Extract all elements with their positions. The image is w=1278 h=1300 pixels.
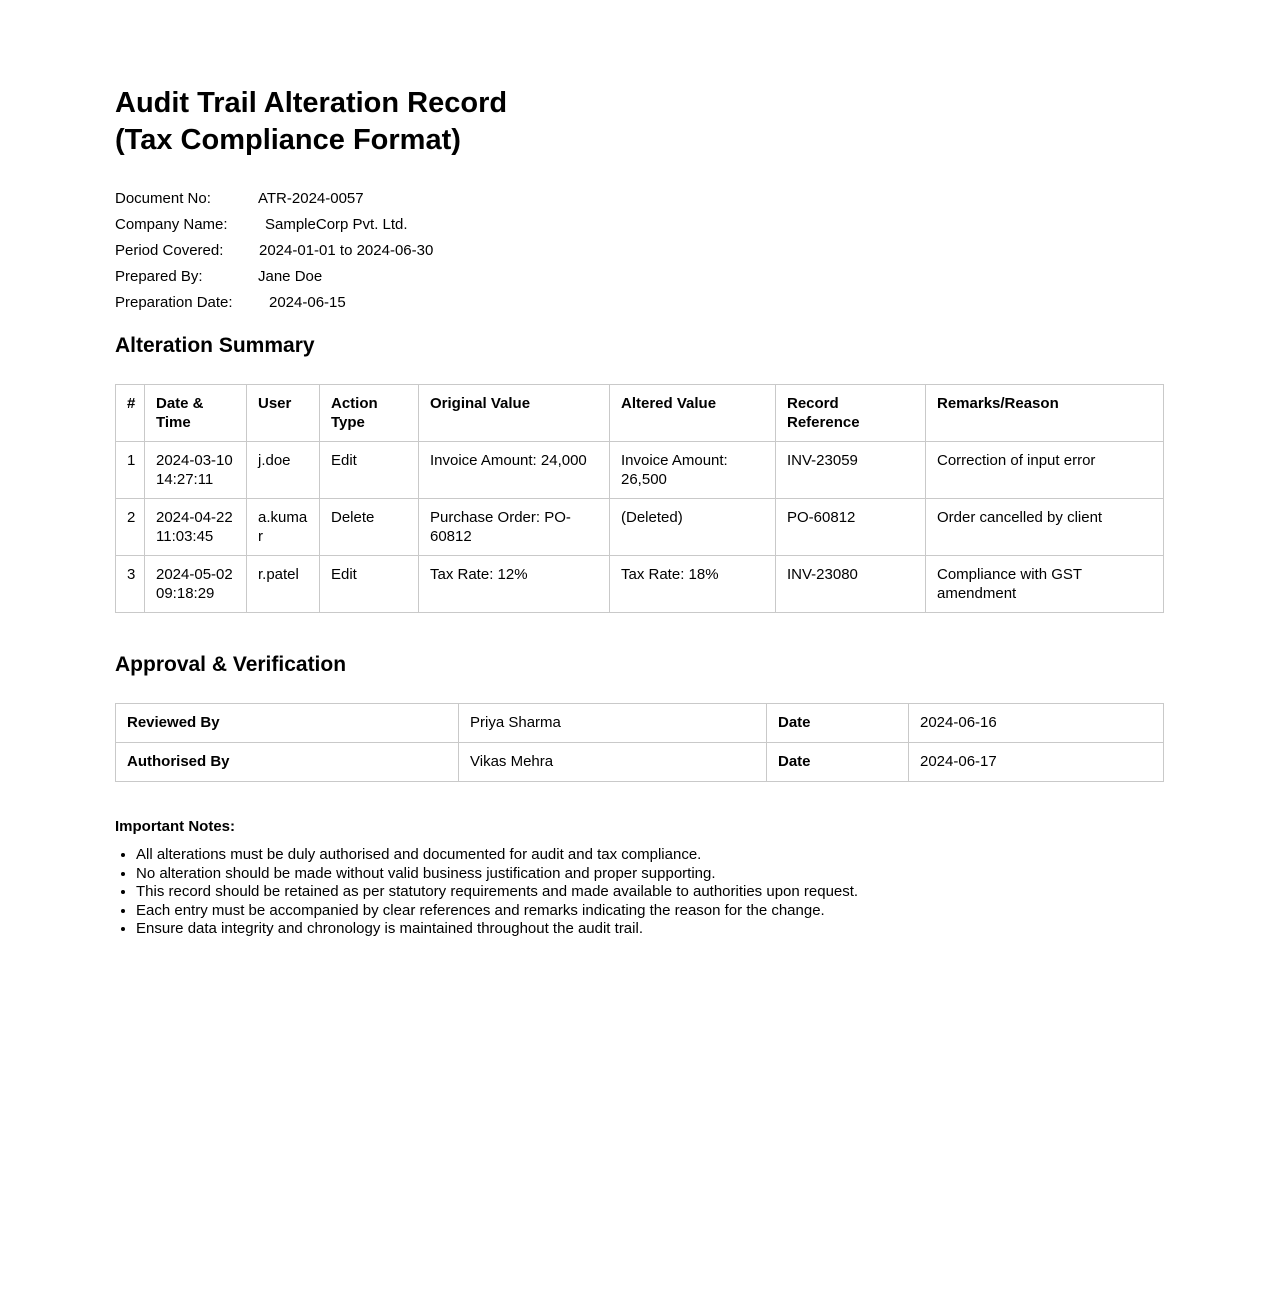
meta-row-prepared-by [115, 264, 1163, 290]
important-notes-section [115, 818, 1163, 939]
cell-date-time: 2024-03-10 14:27:11 [145, 442, 247, 499]
meta-row-preparation-date [115, 290, 1163, 316]
approval-row-reviewed [116, 704, 1164, 743]
approval-date-label: Date [767, 704, 909, 743]
cell-index: 1 [116, 442, 145, 499]
cell-record-reference: INV-23080 [776, 556, 926, 613]
table-row [116, 499, 1164, 556]
page-title [115, 85, 1163, 159]
cell-remarks-reason: Correction of input error [926, 442, 1164, 499]
approval-verification-table [115, 703, 1164, 782]
cell-altered-value: Tax Rate: 18% [610, 556, 776, 613]
cell-user: a.kumar [247, 499, 320, 556]
cell-remarks-reason: Compliance with GST amendment [926, 556, 1164, 613]
page-title-line1: Audit Trail Alteration Record [115, 87, 508, 119]
table-row [116, 442, 1164, 499]
column-header-altered-value: Altered Value [610, 385, 776, 442]
page-title-line2: (Tax Compliance Format) [115, 124, 461, 156]
note-item: • This record should be retained as per statutory requirements and made available to authorities upon request. [136, 883, 1163, 902]
cell-user: r.patel [247, 556, 320, 613]
approval-name: Priya Sharma [459, 704, 767, 743]
meta-value: ATR-2024-0057 [258, 190, 364, 207]
cell-date-time: 2024-05-02 09:18:29 [145, 556, 247, 613]
cell-date-time: 2024-04-22 11:03:45 [145, 499, 247, 556]
meta-label: Period Covered: [115, 242, 224, 259]
approval-date-value: 2024-06-17 [909, 743, 1164, 782]
cell-altered-value: (Deleted) [610, 499, 776, 556]
meta-row-company-name [115, 212, 1163, 238]
meta-value: SampleCorp Pvt. Ltd. [265, 216, 408, 233]
cell-action-type: Edit [320, 442, 419, 499]
cell-original-value: Invoice Amount: 24,000 [419, 442, 610, 499]
cell-index: 3 [116, 556, 145, 613]
note-item: • No alteration should be made without valid business justification and proper supporting. [136, 865, 1163, 884]
column-header-original-value: Original Value [419, 385, 610, 442]
meta-row-period-covered [115, 238, 1163, 264]
column-header-action-type: Action Type [320, 385, 419, 442]
cell-original-value: Tax Rate: 12% [419, 556, 610, 613]
approval-role-label: Authorised By [116, 743, 459, 782]
approval-row-authorised [116, 743, 1164, 782]
column-header-date-time: Date & Time [145, 385, 247, 442]
column-header-record-reference: Record Reference [776, 385, 926, 442]
section-heading-approval-verification: Approval & Verification [115, 653, 347, 676]
notes-heading: Important Notes: [115, 818, 235, 835]
meta-value: Jane Doe [258, 268, 323, 285]
cell-user: j.doe [247, 442, 320, 499]
note-item: • Each entry must be accompanied by clear references and remarks indicating the reason for the change. [136, 902, 1163, 921]
column-header-remarks-reason: Remarks/Reason [926, 385, 1164, 442]
meta-label: Preparation Date: [115, 294, 233, 311]
alteration-summary-table [115, 384, 1164, 613]
column-header-index: # [116, 385, 145, 442]
approval-name: Vikas Mehra [459, 743, 767, 782]
cell-action-type: Edit [320, 556, 419, 613]
meta-row-document-no [115, 186, 1163, 212]
column-header-user: User [247, 385, 320, 442]
cell-remarks-reason: Order cancelled by client [926, 499, 1164, 556]
note-item: • All alterations must be duly authorised and documented for audit and tax compliance. [136, 846, 1163, 865]
cell-altered-value: Invoice Amount: 26,500 [610, 442, 776, 499]
approval-role-label: Reviewed By [116, 704, 459, 743]
section-heading-alteration-summary: Alteration Summary [115, 334, 315, 357]
meta-label: Document No: [115, 190, 211, 207]
meta-label: Company Name: [115, 216, 228, 233]
meta-label: Prepared By: [115, 268, 203, 285]
approval-date-value: 2024-06-16 [909, 704, 1164, 743]
table-row [116, 556, 1164, 613]
document-metadata [115, 186, 1163, 316]
cell-action-type: Delete [320, 499, 419, 556]
cell-record-reference: INV-23059 [776, 442, 926, 499]
meta-value: 2024-01-01 to 2024-06-30 [259, 242, 434, 259]
meta-value: 2024-06-15 [269, 294, 346, 311]
note-item: • Ensure data integrity and chronology is maintained throughout the audit trail. [136, 920, 1163, 939]
notes-list [115, 846, 1163, 939]
cell-original-value: Purchase Order: PO-60812 [419, 499, 610, 556]
table-header-row [116, 385, 1164, 442]
approval-date-label: Date [767, 743, 909, 782]
cell-index: 2 [116, 499, 145, 556]
cell-record-reference: PO-60812 [776, 499, 926, 556]
